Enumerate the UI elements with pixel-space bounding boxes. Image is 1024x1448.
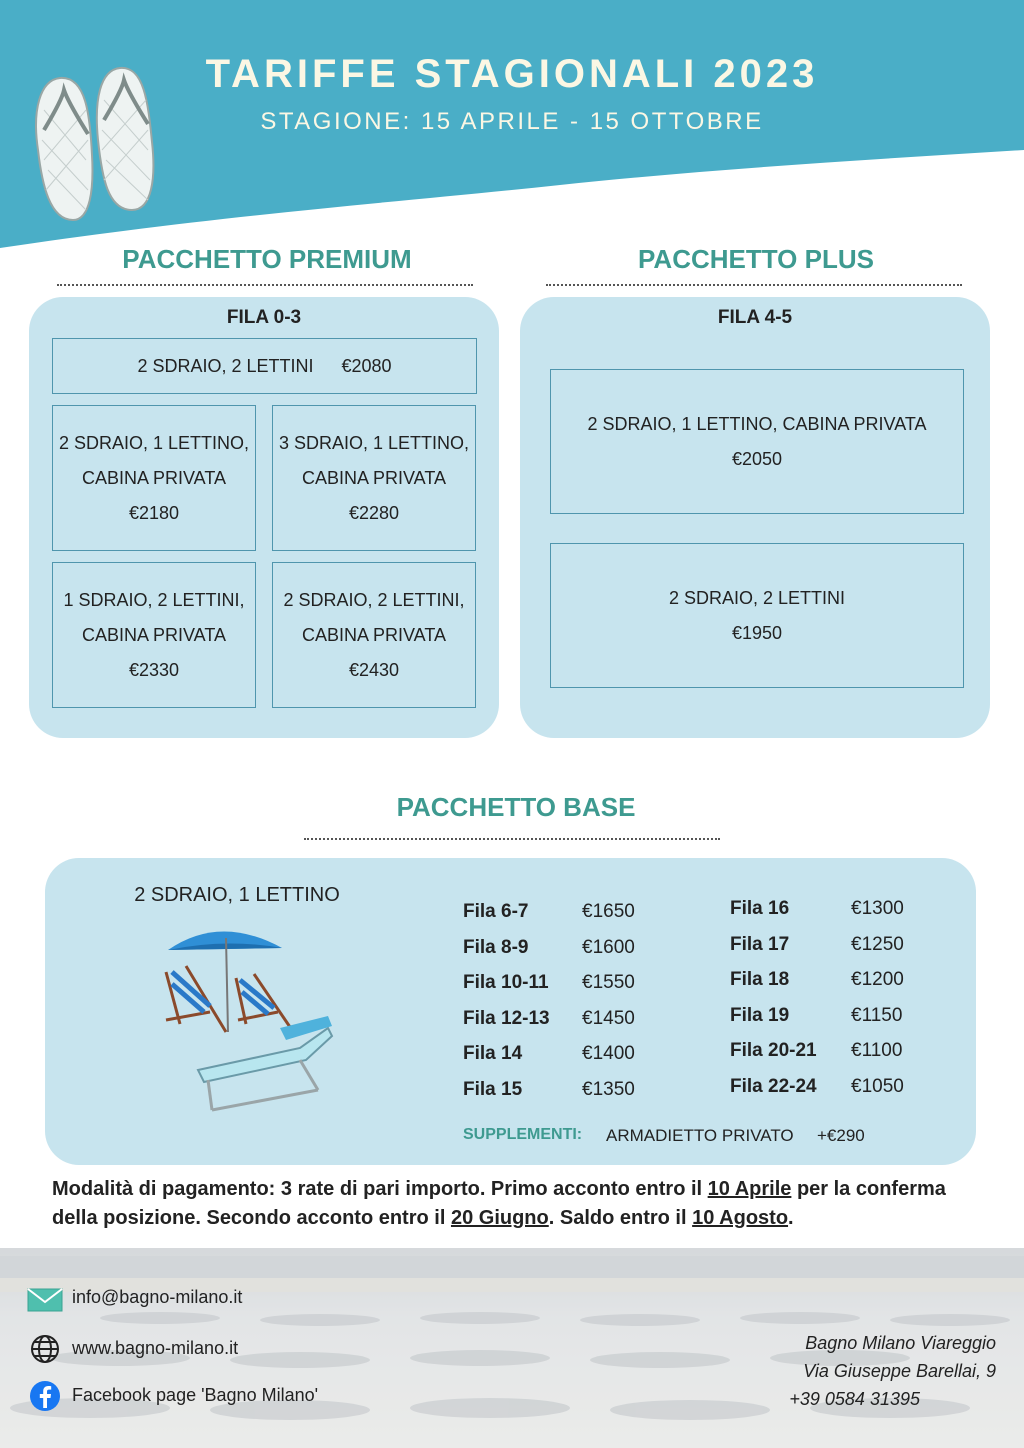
premium-box-2-line1: 2 SDRAIO, 1 LETTINO, <box>58 432 250 453</box>
plus-box-1 <box>550 369 964 514</box>
premium-box-5-price: €2430 <box>348 659 400 680</box>
base-right-row-label: Fila 20-21 <box>730 1040 817 1061</box>
premium-box-4-line2: CABINA PRIVATA <box>81 624 227 645</box>
email-icon <box>27 1288 63 1312</box>
payment-text-1: Modalità di pagamento: 3 rate di pari importo. Primo acconto entro il <box>52 1178 708 1200</box>
base-left-row-label: Fila 8-9 <box>463 936 529 958</box>
payment-date-3: 10 Agosto <box>692 1207 789 1229</box>
base-right-row-label: Fila 16 <box>730 898 790 919</box>
premium-box-4-line1: 1 SDRAIO, 2 LETTINI, <box>63 589 245 610</box>
payment-terms <box>52 1175 972 1233</box>
base-left-row-price: €1650 <box>582 901 635 922</box>
facebook-link[interactable]: Facebook page 'Bagno Milano' <box>72 1385 319 1405</box>
base-right-row-price: €1050 <box>851 1075 904 1097</box>
base-right-row-label: Fila 17 <box>730 933 790 955</box>
payment-text-3: . Saldo entro il <box>548 1207 693 1229</box>
supplement-label: SUPPLEMENTI: <box>463 1126 583 1143</box>
base-divider <box>304 838 720 840</box>
premium-box-1-items: 2 SDRAIO, 2 LETTINI <box>137 355 314 376</box>
premium-box-3-line2: CABINA PRIVATA <box>301 467 447 488</box>
premium-divider <box>57 284 473 286</box>
payment-text-2: per la conferma della posizione. Secondo acconto entro il <box>52 1178 946 1229</box>
plus-box-2-price: €1950 <box>731 622 783 643</box>
premium-box-3-line1: 3 SDRAIO, 1 LETTINO, <box>278 432 470 453</box>
address-block <box>660 1329 996 1413</box>
address-street: Via Giuseppe Barellai, 9 <box>803 1361 996 1381</box>
base-left-row-label: Fila 15 <box>463 1078 523 1100</box>
base-left-row-label: Fila 12-13 <box>463 1007 550 1029</box>
website-link[interactable]: www.bagno-milano.it <box>72 1338 239 1358</box>
base-right-row-label: Fila 19 <box>730 1004 790 1026</box>
base-left-row-label: Fila 6-7 <box>463 901 529 922</box>
base-left-row-price: €1550 <box>582 972 635 993</box>
base-right-row-price: €1300 <box>851 898 904 919</box>
premium-box-1 <box>52 338 477 394</box>
premium-box-3 <box>272 405 476 551</box>
address-name: Bagno Milano Viareggio <box>805 1333 996 1353</box>
premium-box-3-price: €2280 <box>348 502 400 523</box>
plus-box-1-price: €2050 <box>731 448 783 469</box>
premium-title: PACCHETTO PREMIUM <box>122 244 412 274</box>
base-items: 2 SDRAIO, 1 LETTINO <box>134 884 340 906</box>
base-right-row-label: Fila 18 <box>730 969 790 990</box>
globe-icon <box>30 1334 60 1364</box>
premium-box-5-line2: CABINA PRIVATA <box>301 624 447 645</box>
premium-box-5 <box>272 562 476 708</box>
email-link[interactable]: info@bagno-milano.it <box>72 1287 243 1307</box>
base-right-row-label: Fila 22-24 <box>730 1075 817 1097</box>
plus-box-1-line1: 2 SDRAIO, 1 LETTINO, CABINA PRIVATA <box>587 413 927 434</box>
season-dates: STAGIONE: 15 APRILE - 15 OTTOBRE <box>260 108 764 135</box>
plus-box-2 <box>550 543 964 688</box>
plus-title: PACCHETTO PLUS <box>638 244 874 274</box>
premium-box-2-line2: CABINA PRIVATA <box>81 467 227 488</box>
phone-number[interactable]: +39 0584 31395 <box>789 1389 920 1409</box>
base-title: PACCHETTO BASE <box>396 792 636 822</box>
base-left-row-label: Fila 14 <box>463 1043 523 1064</box>
base-left-row-price: €1350 <box>582 1078 635 1100</box>
base-left-row-price: €1600 <box>582 936 635 958</box>
premium-box-2-price: €2180 <box>128 502 180 523</box>
payment-date-2: 20 Giugno <box>450 1207 549 1229</box>
plus-box-2-line1: 2 SDRAIO, 2 LETTINI <box>668 587 846 608</box>
base-right-row-price: €1200 <box>851 969 904 990</box>
premium-box-4 <box>52 562 256 708</box>
supplement-item: ARMADIETTO PRIVATO <box>606 1126 794 1145</box>
beach-chairs-illustration <box>150 920 350 1120</box>
base-left-row-price: €1450 <box>582 1007 635 1029</box>
base-right-row-price: €1150 <box>851 1004 903 1026</box>
facebook-icon <box>29 1380 61 1412</box>
base-left-row-label: Fila 10-11 <box>463 972 549 993</box>
plus-divider <box>546 284 962 286</box>
base-right-row-price: €1100 <box>851 1040 903 1061</box>
base-right-row-price: €1250 <box>851 933 904 955</box>
premium-box-1-price: €2080 <box>341 355 392 376</box>
supplement-price: +€290 <box>817 1126 865 1145</box>
premium-box-5-line1: 2 SDRAIO, 2 LETTINI, <box>283 589 465 610</box>
page-title: TARIFFE STAGIONALI 2023 <box>205 52 819 96</box>
payment-text-4: . <box>788 1207 794 1229</box>
premium-rows-label: FILA 0-3 <box>226 307 302 328</box>
plus-rows-label: FILA 4-5 <box>717 307 793 328</box>
base-left-row-price: €1400 <box>582 1043 635 1064</box>
premium-box-4-price: €2330 <box>128 659 180 680</box>
premium-box-2 <box>52 405 256 551</box>
payment-date-1: 10 Aprile <box>707 1178 792 1200</box>
